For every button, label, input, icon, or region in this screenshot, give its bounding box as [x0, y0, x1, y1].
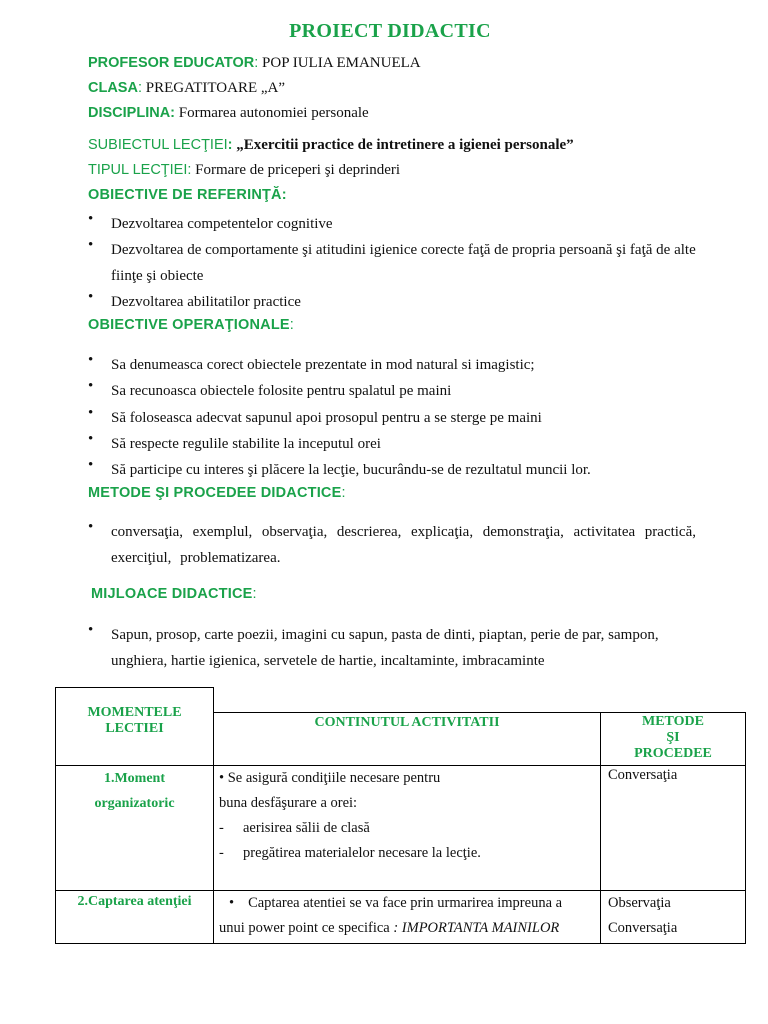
list-item: - aerisirea sălii de clasă: [219, 820, 370, 836]
bullet-icon: [88, 457, 93, 474]
list-item: • Dezvoltarea abilitatilor practice: [88, 289, 696, 315]
profesor-line: [88, 55, 421, 72]
list-item: • Sapun, prosop, carte poezii, imagini cu sapun, pasta de dinti, piaptan, perie de par, sampon, unghiera, hartie igienica, servetele de hartie, incaltaminte, imbracaminte: [88, 622, 696, 674]
bullet-icon: [88, 405, 93, 422]
disciplina-value: Formarea autonomiei personale: [175, 105, 369, 121]
list-item: • Să respecte regulile stabilite la inceputul orei: [88, 431, 696, 457]
bullet-icon: [88, 211, 93, 228]
list-item: • Să participe cu interes şi plăcere la lecţie, bucurându-se de rezultatul muncii lor.: [88, 457, 696, 483]
tip-label: TIPUL LECŢIEI: [88, 162, 188, 178]
profesor-label: PROFESOR EDUCATOR: [88, 55, 255, 71]
disciplina-line: [88, 105, 369, 122]
table-row-metode: Observaţia Conversaţia: [600, 890, 746, 944]
list-item: • Dezvoltarea de comportamente şi atitudini igienice corecte faţă de propria persoană şi faţă de alte fiinţe şi obiecte: [88, 237, 696, 289]
table-header-continut: CONTINUTUL ACTIVITATII: [213, 712, 601, 766]
bullet-icon: [229, 895, 234, 911]
list-item: • Dezvoltarea competentelor cognitive: [88, 211, 696, 237]
obiective-operationale-heading: OBIECTIVE OPERAŢIONALE:: [88, 317, 295, 333]
bullet-icon: [88, 519, 93, 536]
subiect-line: [88, 137, 574, 154]
metode-heading: METODE ŞI PROCEDEE DIDACTICE:: [88, 485, 346, 501]
profesor-sep: :: [254, 55, 259, 71]
clasa-value: PREGATITOARE „A”: [141, 80, 286, 96]
disciplina-sep: :: [170, 105, 176, 121]
bullet-icon: [88, 289, 93, 306]
bullet-icon: [88, 622, 93, 639]
clasa-line: [88, 80, 285, 97]
tip-line: [88, 162, 400, 179]
list-item: • Sa recunoasca obiectele folosite pentru spalatul pe maini: [88, 378, 696, 404]
list-item: • Să foloseasca adecvat sapunul apoi prosopul pentru a se sterge pe maini: [88, 405, 696, 431]
subiect-value: „Exercitii practice de intretinere a igienei personale”: [232, 137, 574, 153]
subiect-sep: :: [227, 137, 233, 153]
tip-value: Formare de priceperi şi deprinderi: [191, 162, 401, 178]
table-row-moment: 2.Captarea atenţiei: [55, 890, 214, 944]
table-row-content: • Se asigură condiţiile necesare pentru buna desfăşurare a orei: - aerisirea sălii de clasă - pregătirea materialelor necesare la lecţie.: [213, 765, 601, 891]
bullet-icon: [88, 352, 93, 369]
subiect-label: SUBIECTUL LECŢIEI: [88, 137, 228, 153]
list-item: - pregătirea materialelor necesare la lecţie.: [219, 845, 481, 861]
clasa-label: CLASA: [88, 80, 138, 96]
list-item: • conversaţia, exemplul, observaţia, descrierea, explicaţia, demonstraţia, activitatea practică, exerciţiul, problematizarea.: [88, 519, 696, 571]
bullet-icon: [88, 378, 93, 395]
bullet-icon: [219, 770, 224, 786]
table-header-metode: METODE ŞI PROCEDEE: [600, 712, 746, 766]
mijloace-heading: MIJLOACE DIDACTICE:: [91, 586, 257, 602]
bullet-icon: [88, 237, 93, 254]
clasa-sep: :: [137, 80, 142, 96]
profesor-value: POP IULIA EMANUELA: [258, 55, 421, 71]
table-header-momente: MOMENTELE LECTIEI: [55, 687, 214, 766]
tip-sep: :: [187, 162, 192, 178]
obiective-referinta-heading: OBIECTIVE DE REFERINŢĂ:: [88, 187, 287, 203]
disciplina-label: DISCIPLINA: [88, 105, 171, 121]
table-row-content: • Captarea atentiei se va face prin urmarirea impreuna a unui power point ce specifica : IMPORTANTA MAINILOR: [213, 890, 601, 944]
table-row-moment: 1.Moment organizatoric: [55, 765, 214, 891]
table-row-metode: Conversaţia: [600, 765, 746, 891]
list-item: • Sa denumeasca corect obiectele prezentate in mod natural si imagistic;: [88, 352, 696, 378]
page-title: PROIECT DIDACTIC: [289, 20, 491, 42]
bullet-icon: [88, 431, 93, 448]
